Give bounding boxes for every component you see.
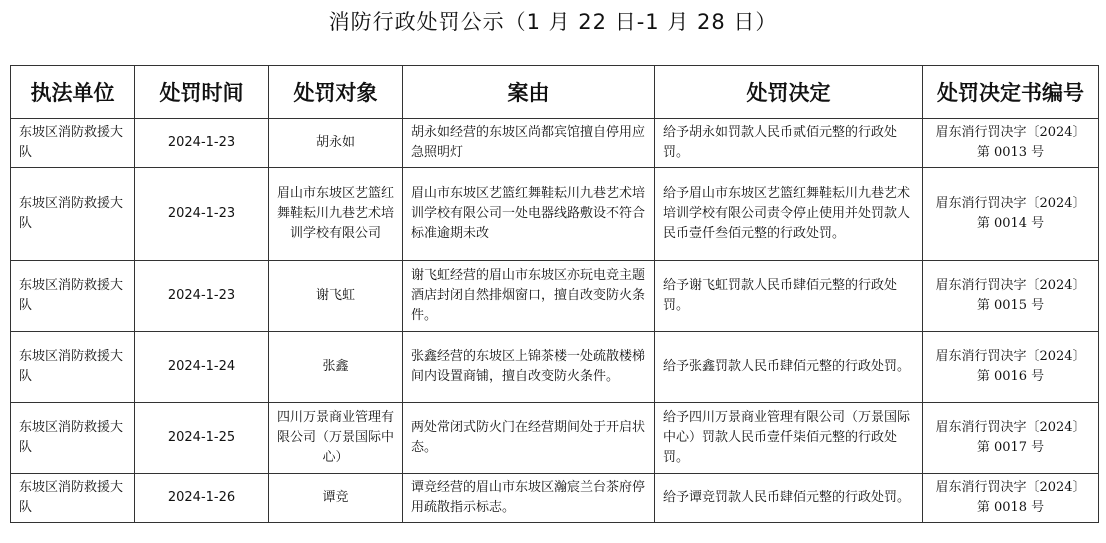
- header-unit: 执法单位: [11, 66, 135, 119]
- header-date: 处罚时间: [135, 66, 269, 119]
- cell-unit: 东坡区消防救援大队: [11, 119, 135, 168]
- cell-doc-no: 眉东消行罚决字〔2024〕第 0017 号: [923, 403, 1099, 474]
- cell-target: 四川万景商业管理有限公司（万景国际中心）: [269, 403, 403, 474]
- cell-date: 2024-1-24: [135, 332, 269, 403]
- cell-doc-no: 眉东消行罚决字〔2024〕第 0014 号: [923, 168, 1099, 261]
- cell-target: 谢飞虹: [269, 261, 403, 332]
- page-title: 消防行政处罚公示（1 月 22 日-1 月 28 日）: [328, 10, 778, 34]
- cell-doc-no: 眉东消行罚决字〔2024〕第 0018 号: [923, 474, 1099, 523]
- table-row: [11, 119, 1099, 168]
- cell-decision: 给予四川万景商业管理有限公司（万景国际中心）罚款人民币壹仟柒佰元整的行政处罚。: [655, 403, 923, 474]
- penalty-table: [10, 65, 1099, 523]
- header-reason: 案由: [403, 66, 655, 119]
- cell-target: 眉山市东坡区艺篮红舞鞋耘川九巷艺术培训学校有限公司: [269, 168, 403, 261]
- cell-reason: 胡永如经营的东坡区尚都宾馆擅自停用应急照明灯: [403, 119, 655, 168]
- cell-decision: 给予眉山市东坡区艺篮红舞鞋耘川九巷艺术培训学校有限公司责令停止使用并处罚款人民币壹仟叁佰元整的行政处罚。: [655, 168, 923, 261]
- cell-unit: 东坡区消防救援大队: [11, 474, 135, 523]
- cell-target: 胡永如: [269, 119, 403, 168]
- cell-target: 谭竞: [269, 474, 403, 523]
- cell-reason: 谢飞虹经营的眉山市东坡区亦玩电竞主题酒店封闭自然排烟窗口，擅自改变防火条件。: [403, 261, 655, 332]
- header-row: [11, 66, 1099, 119]
- cell-reason: 眉山市东坡区艺篮红舞鞋耘川九巷艺术培训学校有限公司一处电器线路敷设不符合标准逾期未改: [403, 168, 655, 261]
- header-doc-no: 处罚决定书编号: [923, 66, 1099, 119]
- table-row: [11, 474, 1099, 523]
- cell-unit: 东坡区消防救援大队: [11, 403, 135, 474]
- table-header: [11, 66, 1099, 119]
- table-row: [11, 261, 1099, 332]
- cell-doc-no: 眉东消行罚决字〔2024〕第 0013 号: [923, 119, 1099, 168]
- table-row: [11, 168, 1099, 261]
- cell-doc-no: 眉东消行罚决字〔2024〕第 0016 号: [923, 332, 1099, 403]
- cell-reason: 两处常闭式防火门在经营期间处于开启状态。: [403, 403, 655, 474]
- cell-unit: 东坡区消防救援大队: [11, 261, 135, 332]
- cell-target: 张鑫: [269, 332, 403, 403]
- cell-unit: 东坡区消防救援大队: [11, 168, 135, 261]
- header-target: 处罚对象: [269, 66, 403, 119]
- cell-decision: 给予谭竞罚款人民币肆佰元整的行政处罚。: [655, 474, 923, 523]
- cell-reason: 张鑫经营的东坡区上锦茶楼一处疏散楼梯间内设置商铺，擅自改变防火条件。: [403, 332, 655, 403]
- cell-date: 2024-1-23: [135, 168, 269, 261]
- cell-decision: 给予谢飞虹罚款人民币肆佰元整的行政处罚。: [655, 261, 923, 332]
- table-row: [11, 332, 1099, 403]
- cell-decision: 给予胡永如罚款人民币贰佰元整的行政处罚。: [655, 119, 923, 168]
- cell-unit: 东坡区消防救援大队: [11, 332, 135, 403]
- cell-reason: 谭竞经营的眉山市东坡区瀚宸兰台茶府停用疏散指示标志。: [403, 474, 655, 523]
- header-decision: 处罚决定: [655, 66, 923, 119]
- cell-decision: 给予张鑫罚款人民币肆佰元整的行政处罚。: [655, 332, 923, 403]
- table-body: [11, 119, 1099, 523]
- table-row: [11, 403, 1099, 474]
- cell-date: 2024-1-23: [135, 119, 269, 168]
- cell-date: 2024-1-25: [135, 403, 269, 474]
- cell-date: 2024-1-26: [135, 474, 269, 523]
- cell-date: 2024-1-23: [135, 261, 269, 332]
- cell-doc-no: 眉东消行罚决字〔2024〕第 0015 号: [923, 261, 1099, 332]
